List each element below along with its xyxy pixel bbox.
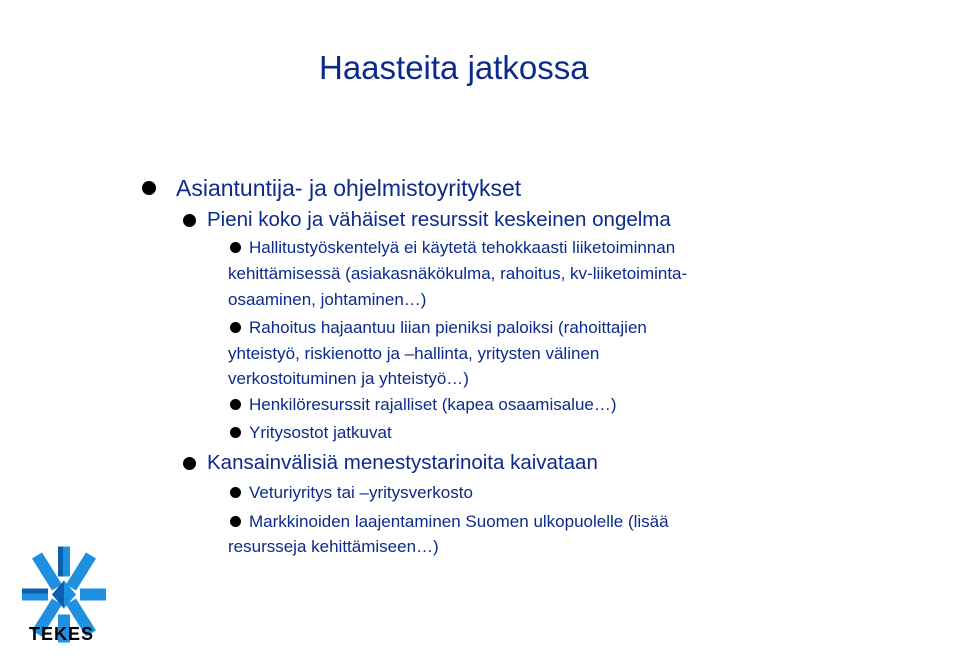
- bullet-text-line: verkostoituminen ja yhteistyö…): [228, 369, 469, 388]
- tekes-logo-text: TEKES: [29, 624, 95, 644]
- bullet-text-line: yhteistyö, riskienotto ja –hallinta, yritysten välinen: [228, 344, 600, 363]
- bullet-text-line: kehittämisessä (asiakasnäkökulma, rahoitus, kv-liiketoiminta-: [228, 264, 688, 283]
- bullet-dot-icon: [230, 322, 241, 333]
- slide-title: Haasteita jatkossa: [319, 49, 589, 86]
- bullet-text-line: Yritysostot jatkuvat: [249, 423, 392, 442]
- bullet-text: Kansainvälisiä menestystarinoita kaivataan: [207, 451, 598, 474]
- tekes-snowflake-logo-icon: [18, 522, 110, 667]
- bullet-dot-icon: [230, 487, 241, 498]
- bullet-text-line: resursseja kehittämiseen…): [228, 537, 439, 556]
- bullet-text-line: Henkilöresurssit rajalliset (kapea osaamisalue…): [249, 395, 617, 414]
- bullet-text-line: Rahoitus hajaantuu liian pieniksi paloiksi (rahoittajien: [249, 318, 647, 337]
- bullet-text-line: osaaminen, johtaminen…): [228, 290, 427, 309]
- bullet-dot-icon: [230, 427, 241, 438]
- bullet-text: Asiantuntija- ja ohjelmistoyritykset: [176, 175, 522, 201]
- bullet-text-line: Hallitustyöskentelyä ei käytetä tehokkaasti liiketoiminnan: [249, 238, 676, 257]
- bullet-dot-icon: [230, 242, 241, 253]
- bullet-dot-icon: [230, 399, 241, 410]
- bullet-text-line: Veturiyritys tai –yritysverkosto: [249, 483, 473, 502]
- bullet-text-line: Markkinoiden laajentaminen Suomen ulkopuolelle (lisää: [249, 512, 669, 531]
- bullet-dot-icon: [183, 457, 196, 470]
- bullet-dot-icon: [142, 181, 156, 195]
- bullet-text: Pieni koko ja vähäiset resurssit keskeinen ongelma: [207, 208, 671, 231]
- bullet-dot-icon: [183, 214, 196, 227]
- bullet-dot-icon: [230, 516, 241, 527]
